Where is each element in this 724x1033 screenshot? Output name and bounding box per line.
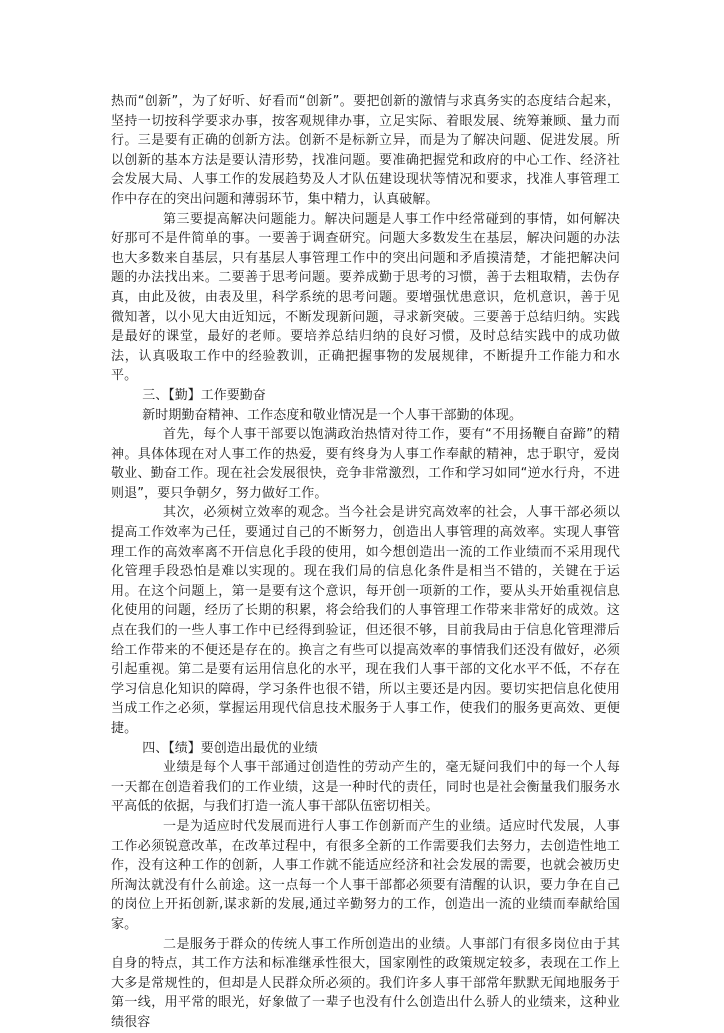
paragraph-performance-first: 一是为适应时代发展而进行人事工作创新而产生的业绩。适应时代发展，人事工作必须锐意改革，在改革过程中，有很多全新的工作需要我们去努力，去创造性地工作，没有这种工作的创新，人事工作就不能适应经济和社会发展的需要，也就会被历史所淘汰就没有什么前途。这一点每一个人事干部都必须要有清醒的认识，要力争在自己的岗位上开拓创新,谋求新的发展,通过辛勤努力的工作，创造出一流的业绩而奉献给国家。 [111, 818, 620, 932]
paragraph-diligence-intro: 新时期勤奋精神、工作态度和敬业情况是一个人事干部勤的体现。 [142, 407, 523, 423]
paragraph-continuation: 热而“创新”，为了好听、好看而“创新”。要把创新的激情与求真务实的态度结合起来，坚持一切按科学要求办事，按客观规律办事，立足实际、着眼发展、统筹兼顾、量力而行。三是要有正确的创新方法。创新不是标新立异，而是为了解决问题、促进发展。所以创新的基本方法是要认清形势，找准问题。要准确把握党和政府的中心工作、经济社会发展大局、人事工作的发展趋势及人才队伍建设现状等情况和要求，找准人事管理工作中存在的突出问题和薄弱环节，集中精力，认真破解。 [111, 94, 620, 207]
paragraph-diligence-first: 首先，每个人事干部要以饱满政治热情对待工作，要有“不用扬鞭自奋蹄”的精神。具体体现在对人事工作的热爱，要有终身为人事工作奉献的精神，忠于职守，爱岗敬业、勤奋工作。现在社会发展很快，竞争非常激烈，工作和学习如同“逆水行舟，不进则退”，要只争朝夕，努力做好工作。 [111, 427, 620, 501]
document-page [111, 92, 620, 1033]
paragraph-problem-solving: 第三要提高解决问题能力。解决问题是人事工作中经常碰到的事情，如何解决好那可不是件简单的事。一要善于调查研究。问题大多数发生在基层，解决问题的办法也大多数来自基层，只有基层人事管理工作中的突出问题和矛盾摸清楚，才能把解决问题的办法找出来。二要善于思考问题。要养成勤于思考的习惯，善于去粗取精，去伪存真，由此及彼，由表及里，科学系统的思考问题。要增强忧患意识，危机意识，善于见微知著，以小见大由近知远，不断发现新问题，寻求新突破。三要善于总结归纳。实践是最好的课堂，最好的老师。要培养总结归纳的良好习惯，及时总结实践中的成功做法，认真吸取工作中的经验教训，正确把握事物的发展规律，不断提升工作能力和水平。 [111, 211, 620, 384]
paragraph-performance-second: 二是服务于群众的传统人事工作所创造出的业绩。人事部门有很多岗位由于其自身的特点，其工作方法和标准继承性很大，国家刚性的政策规定较多，表现在工作上大多是常规性的，但却是人民群众所必须的。我们许多人事干部常年默默无闻地服务于第一线，用平常的眼光，好象做了一辈子也没有什么创造出什么骄人的业绩来，这种业绩很容 [111, 936, 620, 1030]
paragraph-performance-intro: 业绩是每个人事干部通过创造性的劳动产生的，毫无疑问我们中的每一个人每一天都在创造着我们的工作业绩，这是一种时代的责任，同时也是社会衡量我们服务水平高低的依据，与我们打造一流人事干部队伍密切相关。 [111, 760, 620, 815]
section-heading-diligence: 三、【勤】工作要勤奋 [142, 387, 266, 403]
section-heading-performance: 四、【绩】要创造出最优的业绩 [142, 740, 318, 756]
paragraph-diligence-second: 其次，必须树立效率的观念。当今社会是讲究高效率的社会，人事干部必须以提高工作效率为己任，要通过自己的不断努力，创造出人事管理的高效率。实现人事管理工作的高效率离不开信息化手段的使用，如今想创造出一流的工作业绩而不采用现代化管理手段恐怕是难以实现的。现在我们局的信息化条件是相当不错的，关键在于运用。在这个问题上，第一是要有这个意识，每开创一项新的工作，要从头开始重视信息化使用的问题，经历了长期的积累，将会给我们的人事管理工作带来非常好的成效。这点在我们的一些人事工作中已经得到验证，但还很不够，目前我局由于信息化管理滞后给工作带来的不便还是存在的。换言之有些可以提高效率的事情我们还没有做好，必须引起重视。第二是要有运用信息化的水平，现在我们人事干部的文化水平不低，不存在学习信息化知识的障碍，学习条件也很不错，所以主要还是内因。要切实把信息化使用当成工作之必须，掌握运用现代信息技术服务于人事工作，使我们的服务更高效、更便捷。 [111, 505, 620, 736]
